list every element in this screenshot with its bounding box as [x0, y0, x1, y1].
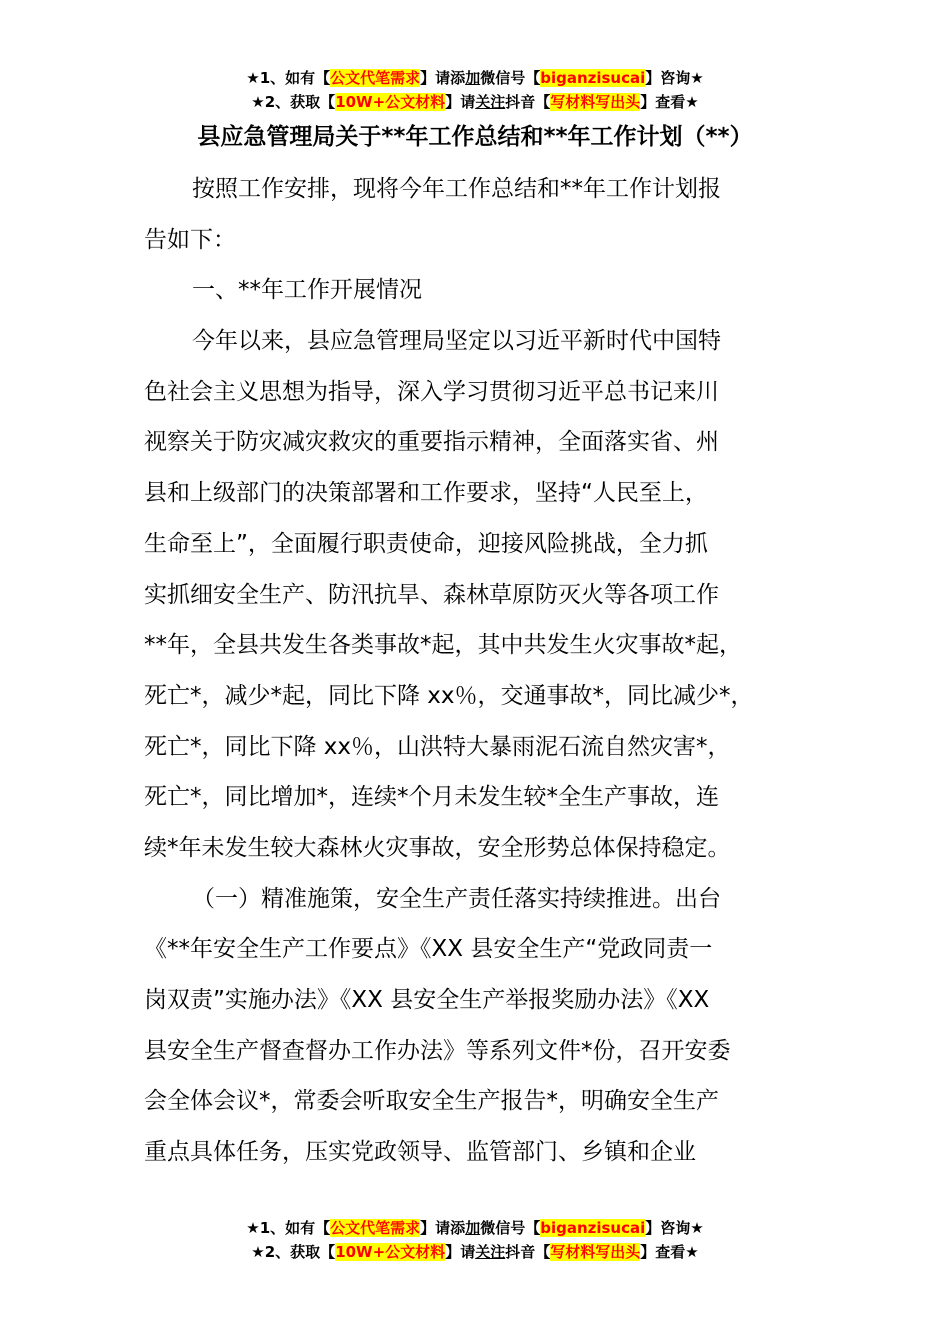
highlight-service: 公文代笔需求 [330, 69, 421, 87]
body-line: 色社会主义思想为指导，深入学习贯彻习近平总书记来川 [144, 378, 719, 405]
body-line: 告如下： [144, 226, 236, 253]
promo-banner-top [0, 66, 950, 114]
promo-line-1: ★1、如有【公文代笔需求】请添加微信号【biganzisucai】咨询★ [246, 1219, 704, 1237]
document-body [144, 164, 834, 1178]
body-line: 死亡*，减少*起，同比下降 xx％，交通事故*，同比减少*， [144, 682, 754, 709]
body-line: 实抓细安全生产、防汛抗旱、森林草原防灭火等各项工作 [144, 581, 719, 608]
body-line: 县和上级部门的决策部署和工作要求，坚持“人民至上， [144, 480, 708, 507]
section-heading: 一、**年工作开展情况 [192, 277, 422, 304]
body-line: 按照工作安排，现将今年工作总结和**年工作计划报 [192, 176, 721, 202]
promo-line-2: ★2、获取【10W+公文材料】请关注抖音【写材料写出头】查看★ [251, 1243, 699, 1261]
highlight-wechat-id: biganzisucai [540, 69, 646, 87]
body-line: 续*年未发生较大森林火灾事故，安全形势总体保持稳定。 [144, 834, 731, 861]
body-line: 死亡*，同比下降 xx％，山洪特大暴雨泥石流自然灾害*， [144, 733, 731, 760]
highlight-douyin: 写材料写出头 [550, 1243, 641, 1261]
body-line: 生命至上”，全面履行职责使命，迎接风险挑战，全力抓 [144, 530, 708, 557]
promo-banner-bottom [0, 1216, 950, 1264]
promo-line-2: ★2、获取【10W+公文材料】请关注抖音【写材料写出头】查看★ [251, 93, 699, 111]
body-line: 《**年安全生产工作要点》《XX 县安全生产“党政同责一 [144, 936, 713, 963]
body-line: 死亡*，同比增加*，连续*个月未发生较*全生产事故，连 [144, 784, 719, 811]
highlight-wechat-id: biganzisucai [540, 1219, 646, 1237]
body-line: **年，全县共发生各类事故*起，其中共发生火灾事故*起， [144, 632, 742, 659]
body-line: 视察关于防灾减灾救灾的重要指示精神，全面落实省、州 [144, 429, 719, 456]
body-line: 今年以来，县应急管理局坚定以习近平新时代中国特 [192, 328, 721, 355]
subsection-line: （一）精准施策，安全生产责任落实持续推进。出台 [192, 885, 721, 912]
highlight-materials: 10W+公文材料 [335, 93, 446, 111]
body-line: 重点具体任务，压实党政领导、监管部门、乡镇和企业 [144, 1139, 696, 1166]
body-line: 岗双责”实施办法》《XX 县安全生产举报奖励办法》《XX [144, 987, 710, 1013]
highlight-douyin: 写材料写出头 [550, 93, 641, 111]
body-line: 县安全生产督查督办工作办法》等系列文件*份，召开安委 [144, 1037, 731, 1064]
body-line: 会全体会议*，常委会听取安全生产报告*，明确安全生产 [144, 1088, 719, 1115]
highlight-materials: 10W+公文材料 [335, 1243, 446, 1261]
document-title: 县应急管理局关于**年工作总结和**年工作计划（**） [197, 124, 753, 150]
highlight-service: 公文代笔需求 [330, 1219, 421, 1237]
promo-line-1: ★1、如有【公文代笔需求】请添加微信号【biganzisucai】咨询★ [246, 69, 704, 87]
